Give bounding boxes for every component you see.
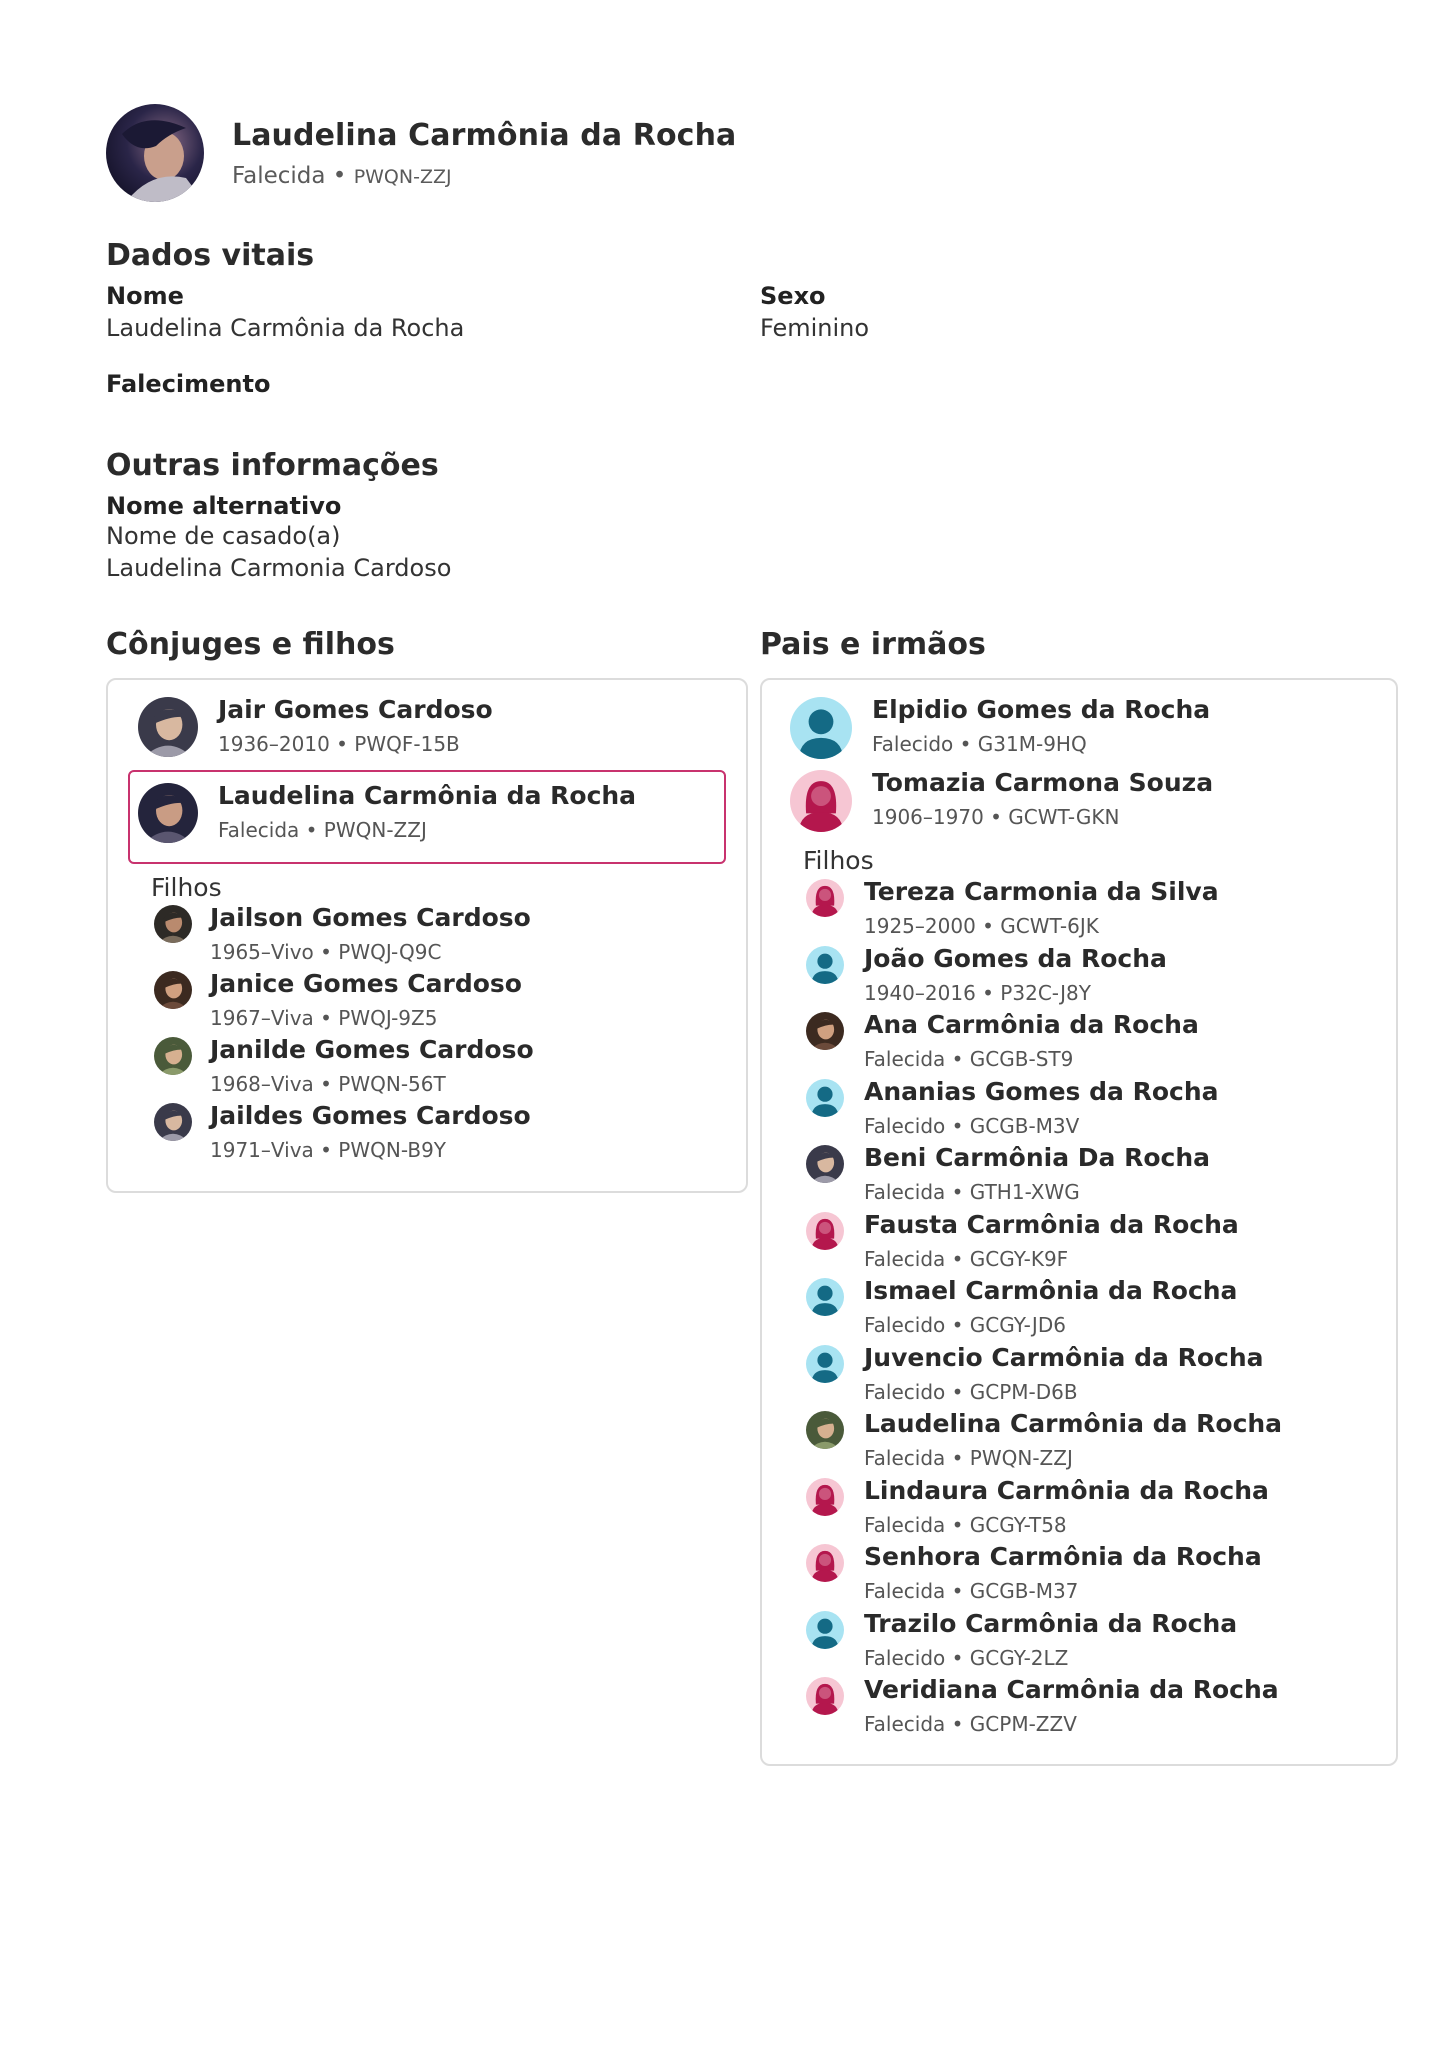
- person-meta: Falecido • G31M-9HQ: [872, 732, 1087, 756]
- female-avatar-icon: [790, 770, 852, 832]
- person-name[interactable]: Ana Carmônia da Rocha: [864, 1010, 1199, 1039]
- male-avatar-icon: [806, 946, 844, 984]
- person-name[interactable]: Elpidio Gomes da Rocha: [872, 695, 1211, 724]
- status-text: Falecida: [232, 162, 326, 189]
- person-text: [210, 903, 531, 964]
- person-name[interactable]: Tereza Carmonia da Silva: [864, 877, 1219, 906]
- mother-row[interactable]: [790, 768, 1213, 832]
- person-name[interactable]: Laudelina Carmônia da Rocha: [218, 781, 637, 810]
- person-text: [864, 1210, 1239, 1271]
- photo-avatar-icon: [154, 971, 192, 1009]
- person-text: [218, 695, 493, 756]
- person-text: [872, 768, 1213, 829]
- name-value: Laudelina Carmônia da Rocha: [106, 314, 465, 342]
- person-name[interactable]: João Gomes da Rocha: [864, 943, 1167, 973]
- person-name[interactable]: Laudelina Carmônia da Rocha: [864, 1409, 1283, 1438]
- person-meta: Falecida • GCGY-T58: [864, 1512, 1067, 1537]
- photo-avatar-icon: [154, 1037, 192, 1075]
- person-text: [872, 695, 1210, 756]
- child-row[interactable]: [154, 1035, 534, 1096]
- male-avatar-icon: [806, 1611, 844, 1649]
- sibling-row[interactable]: [806, 1343, 1264, 1404]
- person-text: [864, 1010, 1199, 1071]
- person-meta: Falecido • GCGY-2LZ: [864, 1645, 1069, 1670]
- children-label: Filhos: [151, 873, 222, 902]
- person-text: [864, 1476, 1269, 1537]
- person-name[interactable]: Senhora Carmônia da Rocha: [864, 1542, 1262, 1571]
- sibling-row[interactable]: [806, 1276, 1237, 1337]
- person-meta: Falecida • PWQN-ZZJ: [218, 818, 427, 842]
- female-avatar-icon: [806, 1478, 844, 1516]
- male-avatar-icon: [806, 1079, 844, 1117]
- child-row[interactable]: [154, 903, 531, 964]
- person-name[interactable]: Ananias Gomes da Rocha: [864, 1076, 1219, 1106]
- sibling-row[interactable]: [806, 877, 1219, 938]
- person-text: [864, 1343, 1264, 1404]
- separator: •: [325, 162, 354, 189]
- sibling-row[interactable]: [806, 1542, 1262, 1603]
- person-meta: Falecida • PWQN-ZZJ: [864, 1446, 1073, 1470]
- alt-name-value: Laudelina Carmonia Cardoso: [106, 554, 452, 582]
- person-name[interactable]: Ismael Carmônia da Rocha: [864, 1276, 1238, 1305]
- person-meta: 1965–Vivo • PWQJ-Q9C: [210, 940, 442, 964]
- person-meta: Falecida • GCGB-M37: [864, 1579, 1079, 1603]
- male-avatar-icon: [806, 1278, 844, 1316]
- person-text: [864, 1143, 1210, 1204]
- death-label: Falecimento: [106, 370, 271, 398]
- alt-name-type: Nome de casado(a): [106, 522, 341, 550]
- person-name[interactable]: Janice Gomes Cardoso: [210, 969, 522, 998]
- person-text: [210, 969, 522, 1030]
- person-name[interactable]: Jaildes Gomes Cardoso: [210, 1101, 531, 1130]
- photo-avatar-icon: [154, 1103, 192, 1141]
- page-title: Laudelina Carmônia da Rocha: [232, 117, 737, 153]
- person-text: [864, 1609, 1237, 1670]
- name-label: Nome: [106, 282, 184, 310]
- person-name[interactable]: Lindaura Carmônia da Rocha: [864, 1475, 1269, 1505]
- person-name[interactable]: Jair Gomes Cardoso: [218, 695, 493, 724]
- sibling-row[interactable]: [806, 1675, 1279, 1736]
- person-meta: Falecido • GCPM-D6B: [864, 1379, 1078, 1404]
- photo-avatar-icon: [806, 1145, 844, 1183]
- person-text: [210, 1035, 534, 1096]
- person-meta: Falecida • GCPM-ZZV: [864, 1712, 1077, 1736]
- male-avatar-icon: [790, 697, 852, 759]
- header-status-line: [232, 163, 736, 189]
- sibling-row[interactable]: [806, 1409, 1282, 1470]
- person-text: [864, 877, 1219, 938]
- person-meta: 1906–1970 • GCWT-GKN: [872, 805, 1120, 829]
- person-text: [864, 1542, 1262, 1603]
- siblings-label: Filhos: [803, 846, 874, 875]
- person-text: [864, 944, 1167, 1005]
- sex-value: Feminino: [760, 314, 870, 342]
- spouse-row[interactable]: [138, 695, 493, 757]
- female-avatar-icon: [806, 1677, 844, 1715]
- self-row[interactable]: [138, 781, 636, 843]
- sibling-row[interactable]: [806, 1143, 1210, 1204]
- person-meta: Falecida • GCGB-ST9: [864, 1047, 1074, 1071]
- person-text: [864, 1675, 1279, 1736]
- sibling-row[interactable]: [806, 1010, 1199, 1071]
- person-name[interactable]: Veridiana Carmônia da Rocha: [864, 1675, 1279, 1704]
- sibling-row[interactable]: [806, 1210, 1239, 1271]
- person-id[interactable]: PWQN-ZZJ: [353, 165, 452, 188]
- child-row[interactable]: [154, 969, 522, 1030]
- person-meta: 1940–2016 • P32C-J8Y: [864, 980, 1091, 1005]
- person-header: [106, 104, 736, 202]
- female-avatar-icon: [806, 1212, 844, 1250]
- person-text: [210, 1101, 531, 1162]
- photo-avatar-icon: [806, 1012, 844, 1050]
- person-name[interactable]: Tomazia Carmona Souza: [872, 768, 1214, 797]
- parents-section-title: Pais e irmãos: [760, 627, 986, 662]
- person-meta: 1925–2000 • GCWT-6JK: [864, 914, 1099, 938]
- sibling-row[interactable]: [806, 1476, 1269, 1537]
- person-meta: Falecida • GCGY-K9F: [864, 1246, 1069, 1271]
- male-avatar-icon: [806, 1345, 844, 1383]
- photo-avatar-icon: [138, 783, 198, 843]
- sibling-row[interactable]: [806, 944, 1167, 1005]
- other-info-section-title: Outras informações: [106, 448, 439, 483]
- person-meta: 1936–2010 • PWQF-15B: [218, 732, 460, 756]
- vital-section-title: Dados vitais: [106, 238, 315, 273]
- person-meta: Falecido • GCGB-M3V: [864, 1113, 1080, 1138]
- father-row[interactable]: [790, 695, 1210, 759]
- person-name[interactable]: Janilde Gomes Cardoso: [210, 1035, 534, 1064]
- person-text: [218, 781, 636, 842]
- person-meta: 1968–Viva • PWQN-56T: [210, 1072, 446, 1096]
- person-meta: 1967–Viva • PWQJ-9Z5: [210, 1006, 438, 1030]
- person-name[interactable]: Jailson Gomes Cardoso: [210, 903, 531, 932]
- female-avatar-icon: [806, 879, 844, 917]
- sibling-row[interactable]: [806, 1609, 1237, 1670]
- spouses-section-title: Cônjuges e filhos: [106, 627, 395, 662]
- person-name[interactable]: Fausta Carmônia da Rocha: [864, 1209, 1239, 1239]
- person-text: [864, 1077, 1219, 1138]
- sibling-row[interactable]: [806, 1077, 1219, 1138]
- person-name[interactable]: Beni Carmônia Da Rocha: [864, 1143, 1211, 1172]
- person-name[interactable]: Juvencio Carmônia da Rocha: [864, 1342, 1264, 1372]
- female-avatar-icon: [806, 1544, 844, 1582]
- person-meta: Falecida • GTH1-XWG: [864, 1180, 1080, 1204]
- profile-photo-icon[interactable]: [106, 104, 204, 202]
- alt-name-label: Nome alternativo: [106, 492, 342, 520]
- person-meta: 1971–Viva • PWQN-B9Y: [210, 1138, 447, 1162]
- sex-label: Sexo: [760, 282, 826, 310]
- person-name[interactable]: Trazilo Carmônia da Rocha: [864, 1608, 1238, 1638]
- person-meta: Falecido • GCGY-JD6: [864, 1313, 1066, 1337]
- child-row[interactable]: [154, 1101, 531, 1162]
- photo-avatar-icon: [138, 697, 198, 757]
- photo-avatar-icon: [154, 905, 192, 943]
- person-text: [864, 1276, 1237, 1337]
- person-text: [864, 1409, 1282, 1470]
- photo-avatar-icon: [806, 1411, 844, 1449]
